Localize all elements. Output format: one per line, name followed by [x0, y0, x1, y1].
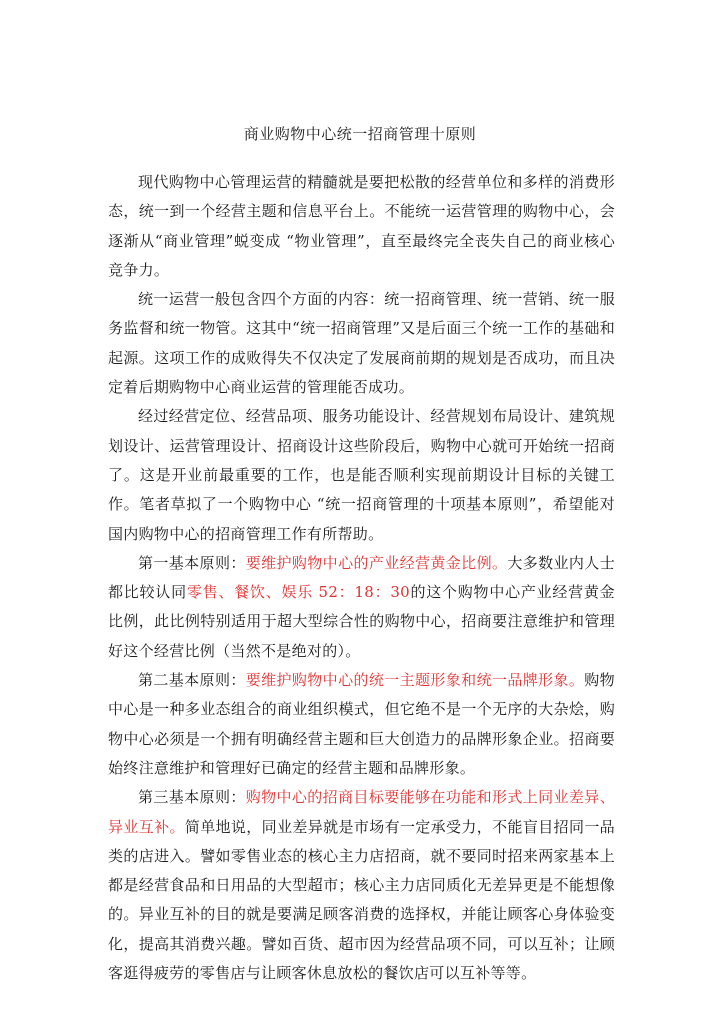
principle-label: 第二基本原则： — [138, 671, 246, 690]
document-body — [108, 168, 615, 988]
principle-label: 第一基本原则： — [138, 553, 246, 572]
principle-label: 第三基本原则： — [138, 788, 246, 807]
paragraph-text: 的这个购物中心产业经营黄金比例，此比例特别适用于超大型综合性的购物中心，招商要注意维护和管理好这个经营比例（当然不是绝对的）。 — [108, 583, 615, 660]
principle-highlight: 要维护购物中心的产业经营黄金比例。 — [245, 553, 508, 572]
paragraph-text: 简单地说，同业差异就是市场有一定承受力，不能盲目招同一品类的店进入。譬如零售业态的核心主力店招商，就不要同时招来两家基本上都是经营食品和日用品的大型超市；核心主力店同质化无差异更是不能想像的。异业互补的目的就是要满足顾客消费的选择权，并能让顾客心身体验变化，提高其消费兴趣。譬如百货、超市因为经营品项不同，可以互补；让顾客逛得疲劳的零售店与让顾客休息放松的餐饮店可以互补等等。 — [108, 817, 615, 983]
paragraph-text: 现代购物中心管理运营的精髓就是要把松散的经营单位和多样的消费形态，统一到一个经营主题和信息平台上。不能统一运营管理的购物中心，会逐渐从“商业管理”蜕变成 “物业管理”，直至最终完全丧失自己的商业核心竞争力。 — [108, 173, 615, 279]
principle-highlight: 要维护购物中心的统一主题形象和统一品牌形象。 — [245, 671, 585, 690]
paragraph-principle-3 — [108, 783, 615, 988]
document-title: 商业购物中心统一招商管理十原则 — [243, 125, 477, 143]
paragraph-principle-2 — [108, 666, 615, 783]
paragraph-unified-leasing — [108, 402, 615, 548]
paragraph-unified-operation — [108, 285, 615, 402]
paragraph-text: 统一运营一般包含四个方面的内容：统一招商管理、统一营销、统一服务监督和统一物管。这其中“统一招商管理”又是后面三个统一工作的基础和起源。这项工作的成败得失不仅决定了发展商前期的规划是否成功，而且决定着后期购物中心商业运营的管理能否成功。 — [108, 290, 615, 397]
paragraph-text: 大多数业内人士都比较认同 — [108, 553, 615, 602]
ratio-highlight: 零售、餐饮、娱乐 52：18：30 — [186, 583, 411, 602]
paragraph-intro — [108, 168, 615, 285]
paragraph-text: 购物中心是一种多业态组合的商业组织模式，但它绝不是一个无序的大杂烩，购物中心必须是一个拥有明确经营主题和巨大创造力的品牌形象企业。招商要始终注意维护和管理好已确定的经营主题和品牌形象。 — [108, 671, 615, 777]
principle-highlight: 购物中心的招商目标要能够在功能和形式上同业差异、异业互补。 — [108, 788, 615, 836]
paragraph-principle-1 — [108, 549, 615, 666]
paragraph-text: 经过经营定位、经营品项、服务功能设计、经营规划布局设计、建筑规划设计、运营管理设计、招商设计这些阶段后，购物中心就可开始统一招商了。这是开业前最重要的工作，也是能否顺利实现前期设计目标的关键工作。笔者草拟了一个购物中心 “统一招商管理的十项基本原则”，希望能对国内购物中心的招商管理工作有所帮助。 — [108, 407, 615, 543]
